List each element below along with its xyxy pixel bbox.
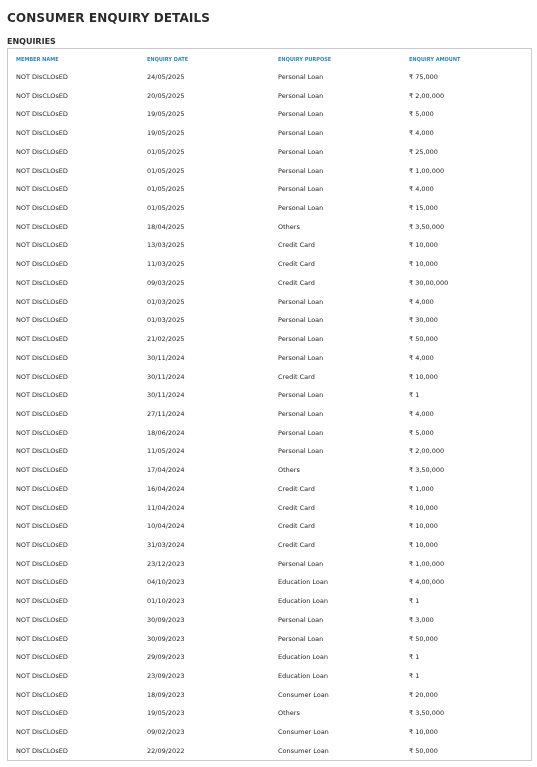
table-row xyxy=(8,200,531,219)
table-row xyxy=(8,556,531,575)
cell-enquiry-date: 27/11/2024 xyxy=(147,409,185,418)
table-row xyxy=(8,88,531,107)
cell-enquiry-amount: ₹ 3,000 xyxy=(409,615,434,624)
cell-enquiry-amount: ₹ 3,50,000 xyxy=(409,709,445,718)
table-row xyxy=(8,387,531,406)
cell-member-name: NOT DIsCLOsED xyxy=(16,185,68,194)
cell-enquiry-purpose: Personal Loan xyxy=(278,316,324,325)
cell-enquiry-purpose: Credit Card xyxy=(278,522,315,531)
cell-enquiry-date: 11/04/2024 xyxy=(147,503,185,512)
cell-enquiry-date: 01/03/2025 xyxy=(147,297,185,306)
table-row xyxy=(8,144,531,163)
cell-enquiry-purpose: Credit Card xyxy=(278,260,315,269)
cell-enquiry-date: 31/03/2024 xyxy=(147,540,185,549)
column-header-enquiry-amount: ENQUIRY AMOUNT xyxy=(409,57,461,63)
cell-enquiry-date: 10/04/2024 xyxy=(147,522,185,531)
cell-member-name: NOT DIsCLOsED xyxy=(16,110,68,119)
cell-member-name: NOT DIsCLOsED xyxy=(16,353,68,362)
table-row xyxy=(8,125,531,144)
cell-enquiry-amount: ₹ 10,000 xyxy=(409,372,438,381)
table-row xyxy=(8,705,531,724)
table-header xyxy=(8,49,531,71)
cell-member-name: NOT DIsCLOsED xyxy=(16,559,68,568)
cell-enquiry-amount: ₹ 10,000 xyxy=(409,503,438,512)
cell-enquiry-date: 19/05/2025 xyxy=(147,110,185,119)
table-row xyxy=(8,481,531,500)
cell-enquiry-date: 23/12/2023 xyxy=(147,559,185,568)
cell-enquiry-purpose: Credit Card xyxy=(278,278,315,287)
cell-enquiry-date: 18/09/2023 xyxy=(147,690,185,699)
cell-enquiry-purpose: Credit Card xyxy=(278,241,315,250)
cell-member-name: NOT DIsCLOsED xyxy=(16,484,68,493)
cell-enquiry-date: 30/11/2024 xyxy=(147,353,185,362)
cell-member-name: NOT DIsCLOsED xyxy=(16,503,68,512)
cell-member-name: NOT DIsCLOsED xyxy=(16,578,68,587)
cell-enquiry-date: 13/03/2025 xyxy=(147,241,185,250)
cell-enquiry-amount: ₹ 4,000 xyxy=(409,353,434,362)
table-row xyxy=(8,312,531,331)
cell-enquiry-amount: ₹ 5,000 xyxy=(409,110,434,119)
cell-enquiry-date: 01/05/2025 xyxy=(147,166,185,175)
cell-member-name: NOT DIsCLOsED xyxy=(16,746,68,755)
cell-enquiry-purpose: Personal Loan xyxy=(278,73,324,81)
cell-enquiry-date: 29/09/2023 xyxy=(147,653,185,662)
cell-enquiry-date: 19/05/2025 xyxy=(147,129,185,138)
table-row xyxy=(8,537,531,556)
cell-enquiry-amount: ₹ 4,000 xyxy=(409,185,434,194)
table-row xyxy=(8,649,531,668)
cell-enquiry-date: 30/11/2024 xyxy=(147,372,185,381)
table-row xyxy=(8,331,531,350)
table-row xyxy=(8,443,531,462)
cell-member-name: NOT DIsCLOsED xyxy=(16,409,68,418)
cell-enquiry-amount: ₹ 25,000 xyxy=(409,147,438,156)
table-row xyxy=(8,256,531,275)
cell-enquiry-date: 21/02/2025 xyxy=(147,335,185,344)
cell-enquiry-purpose: Personal Loan xyxy=(278,147,324,156)
cell-member-name: NOT DIsCLOsED xyxy=(16,728,68,737)
table-row xyxy=(8,181,531,200)
cell-enquiry-purpose: Personal Loan xyxy=(278,335,324,344)
cell-enquiry-date: 09/03/2025 xyxy=(147,278,185,287)
cell-member-name: NOT DIsCLOsED xyxy=(16,335,68,344)
cell-enquiry-amount: ₹ 30,00,000 xyxy=(409,278,449,287)
table-body xyxy=(8,69,531,762)
cell-member-name: NOT DIsCLOsED xyxy=(16,166,68,175)
cell-member-name: NOT DIsCLOsED xyxy=(16,316,68,325)
cell-member-name: NOT DIsCLOsED xyxy=(16,204,68,213)
cell-enquiry-purpose: Personal Loan xyxy=(278,559,324,568)
cell-enquiry-amount: ₹ 50,000 xyxy=(409,335,438,344)
table-row xyxy=(8,612,531,631)
cell-enquiry-purpose: Education Loan xyxy=(278,597,329,606)
cell-enquiry-purpose: Personal Loan xyxy=(278,204,324,213)
cell-enquiry-amount: ₹ 4,000 xyxy=(409,297,434,306)
cell-member-name: NOT DIsCLOsED xyxy=(16,260,68,269)
cell-member-name: NOT DIsCLOsED xyxy=(16,241,68,250)
table-row xyxy=(8,462,531,481)
cell-enquiry-amount: ₹ 1,00,000 xyxy=(409,559,445,568)
cell-enquiry-purpose: Education Loan xyxy=(278,578,329,587)
cell-enquiry-amount: ₹ 50,000 xyxy=(409,746,438,755)
cell-enquiry-date: 18/04/2025 xyxy=(147,222,185,231)
cell-enquiry-date: 30/09/2023 xyxy=(147,634,185,643)
section-title-enquiries: ENQUIRIES xyxy=(7,37,56,46)
cell-enquiry-date: 01/05/2025 xyxy=(147,185,185,194)
cell-enquiry-amount: ₹ 2,00,000 xyxy=(409,447,445,456)
table-row xyxy=(8,237,531,256)
page-title: CONSUMER ENQUIRY DETAILS xyxy=(7,11,210,25)
table-row xyxy=(8,163,531,182)
cell-enquiry-amount: ₹ 1 xyxy=(409,653,420,662)
cell-enquiry-purpose: Personal Loan xyxy=(278,129,324,138)
cell-enquiry-purpose: Personal Loan xyxy=(278,634,324,643)
table-row xyxy=(8,668,531,687)
cell-enquiry-purpose: Personal Loan xyxy=(278,391,324,400)
cell-enquiry-purpose: Education Loan xyxy=(278,653,329,662)
cell-enquiry-purpose: Personal Loan xyxy=(278,409,324,418)
cell-enquiry-purpose: Consumer Loan xyxy=(278,746,329,755)
cell-enquiry-amount: ₹ 1,000 xyxy=(409,484,434,493)
cell-member-name: NOT DIsCLOsED xyxy=(16,540,68,549)
cell-enquiry-purpose: Others xyxy=(278,466,300,475)
cell-member-name: NOT DIsCLOsED xyxy=(16,672,68,680)
cell-member-name: NOT DIsCLOsED xyxy=(16,391,68,400)
cell-enquiry-purpose: Personal Loan xyxy=(278,185,324,194)
cell-member-name: NOT DIsCLOsED xyxy=(16,428,68,437)
column-header-enquiry-purpose: ENQUIRY PURPOSE xyxy=(278,57,332,63)
cell-member-name: NOT DIsCLOsED xyxy=(16,522,68,531)
cell-enquiry-amount: ₹ 75,000 xyxy=(409,73,438,81)
cell-enquiry-amount: ₹ 30,000 xyxy=(409,316,438,325)
cell-enquiry-date: 01/10/2023 xyxy=(147,597,185,606)
cell-member-name: NOT DIsCLOsED xyxy=(16,653,68,662)
cell-enquiry-amount: ₹ 1,00,000 xyxy=(409,166,445,175)
cell-enquiry-purpose: Personal Loan xyxy=(278,447,324,456)
cell-enquiry-date: 20/05/2025 xyxy=(147,91,185,100)
cell-enquiry-date: 24/05/2025 xyxy=(147,73,185,81)
cell-enquiry-date: 01/05/2025 xyxy=(147,147,185,156)
cell-enquiry-purpose: Personal Loan xyxy=(278,615,324,624)
cell-enquiry-purpose: Consumer Loan xyxy=(278,690,329,699)
cell-enquiry-amount: ₹ 2,00,000 xyxy=(409,91,445,100)
cell-enquiry-amount: ₹ 10,000 xyxy=(409,522,438,531)
cell-member-name: NOT DIsCLOsED xyxy=(16,91,68,100)
table-row xyxy=(8,106,531,125)
cell-member-name: NOT DIsCLOsED xyxy=(16,147,68,156)
cell-enquiry-date: 23/09/2023 xyxy=(147,672,185,680)
cell-enquiry-date: 09/02/2023 xyxy=(147,728,185,737)
table-row xyxy=(8,219,531,238)
table-row xyxy=(8,350,531,369)
cell-enquiry-date: 17/04/2024 xyxy=(147,466,185,475)
table-row xyxy=(8,593,531,612)
cell-enquiry-purpose: Credit Card xyxy=(278,540,315,549)
cell-enquiry-purpose: Credit Card xyxy=(278,503,315,512)
cell-enquiry-date: 22/09/2022 xyxy=(147,746,185,755)
cell-enquiry-purpose: Credit Card xyxy=(278,372,315,381)
cell-member-name: NOT DIsCLOsED xyxy=(16,690,68,699)
cell-enquiry-date: 01/05/2025 xyxy=(147,204,185,213)
cell-enquiry-date: 16/04/2024 xyxy=(147,484,185,493)
table-row xyxy=(8,69,531,88)
cell-enquiry-amount: ₹ 5,000 xyxy=(409,428,434,437)
cell-enquiry-date: 30/09/2023 xyxy=(147,615,185,624)
cell-enquiry-date: 04/10/2023 xyxy=(147,578,185,587)
cell-enquiry-amount: ₹ 20,000 xyxy=(409,690,438,699)
cell-enquiry-amount: ₹ 1 xyxy=(409,391,420,400)
table-row xyxy=(8,406,531,425)
column-header-member-name: MEMBER NAME xyxy=(16,57,59,63)
cell-enquiry-date: 11/03/2025 xyxy=(147,260,185,269)
cell-enquiry-amount: ₹ 3,50,000 xyxy=(409,466,445,475)
cell-enquiry-purpose: Personal Loan xyxy=(278,353,324,362)
cell-enquiry-amount: ₹ 1 xyxy=(409,672,420,680)
cell-member-name: NOT DIsCLOsED xyxy=(16,372,68,381)
cell-member-name: NOT DIsCLOsED xyxy=(16,597,68,606)
cell-enquiry-purpose: Consumer Loan xyxy=(278,728,329,737)
cell-enquiry-amount: ₹ 4,00,000 xyxy=(409,578,445,587)
cell-enquiry-amount: ₹ 1 xyxy=(409,597,420,606)
cell-member-name: NOT DIsCLOsED xyxy=(16,278,68,287)
table-row xyxy=(8,687,531,706)
cell-enquiry-purpose: Personal Loan xyxy=(278,428,324,437)
cell-enquiry-amount: ₹ 10,000 xyxy=(409,260,438,269)
cell-enquiry-amount: ₹ 10,000 xyxy=(409,540,438,549)
table-row xyxy=(8,743,531,762)
cell-enquiry-amount: ₹ 4,000 xyxy=(409,129,434,138)
cell-enquiry-amount: ₹ 50,000 xyxy=(409,634,438,643)
cell-member-name: NOT DIsCLOsED xyxy=(16,73,68,81)
cell-member-name: NOT DIsCLOsED xyxy=(16,466,68,475)
cell-member-name: NOT DIsCLOsED xyxy=(16,634,68,643)
cell-enquiry-purpose: Others xyxy=(278,222,300,231)
table-row xyxy=(8,500,531,519)
cell-enquiry-date: 11/05/2024 xyxy=(147,447,185,456)
cell-enquiry-purpose: Personal Loan xyxy=(278,297,324,306)
table-row xyxy=(8,518,531,537)
cell-enquiry-amount: ₹ 10,000 xyxy=(409,241,438,250)
cell-member-name: NOT DIsCLOsED xyxy=(16,615,68,624)
cell-member-name: NOT DIsCLOsED xyxy=(16,222,68,231)
table-row xyxy=(8,369,531,388)
table-row xyxy=(8,425,531,444)
cell-enquiry-purpose: Personal Loan xyxy=(278,110,324,119)
table-row xyxy=(8,631,531,650)
cell-enquiry-purpose: Personal Loan xyxy=(278,166,324,175)
cell-enquiry-purpose: Personal Loan xyxy=(278,91,324,100)
cell-enquiry-date: 18/06/2024 xyxy=(147,428,185,437)
cell-enquiry-date: 19/05/2023 xyxy=(147,709,185,718)
cell-member-name: NOT DIsCLOsED xyxy=(16,709,68,718)
cell-enquiry-amount: ₹ 15,000 xyxy=(409,204,438,213)
column-header-enquiry-date: ENQUIRY DATE xyxy=(147,57,189,63)
cell-enquiry-amount: ₹ 3,50,000 xyxy=(409,222,445,231)
cell-enquiry-amount: ₹ 4,000 xyxy=(409,409,434,418)
cell-enquiry-purpose: Education Loan xyxy=(278,672,329,680)
cell-member-name: NOT DIsCLOsED xyxy=(16,129,68,138)
cell-enquiry-amount: ₹ 10,000 xyxy=(409,728,438,737)
cell-enquiry-purpose: Others xyxy=(278,709,300,718)
table-row xyxy=(8,574,531,593)
enquiries-table xyxy=(7,48,532,761)
cell-enquiry-purpose: Credit Card xyxy=(278,484,315,493)
cell-member-name: NOT DIsCLOsED xyxy=(16,297,68,306)
table-row xyxy=(8,275,531,294)
table-row xyxy=(8,294,531,313)
cell-enquiry-date: 01/03/2025 xyxy=(147,316,185,325)
table-row xyxy=(8,724,531,743)
cell-enquiry-date: 30/11/2024 xyxy=(147,391,185,400)
cell-member-name: NOT DIsCLOsED xyxy=(16,447,68,456)
